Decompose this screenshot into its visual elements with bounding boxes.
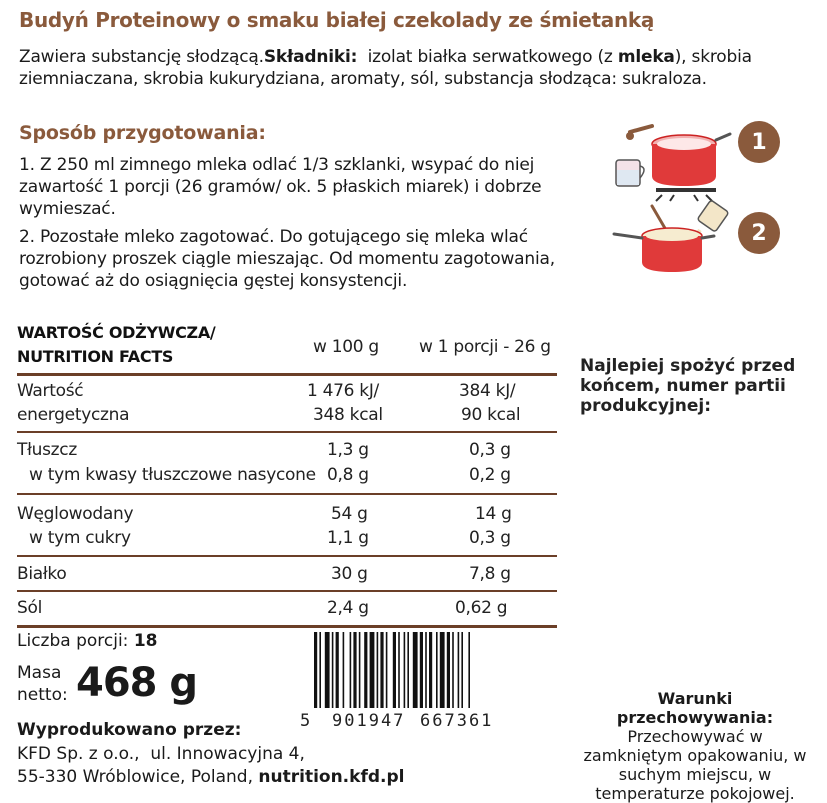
barcode-bar: [325, 632, 330, 708]
producer-website: nutrition.kfd.pl: [258, 767, 405, 787]
row-label: energetyczna: [17, 405, 130, 425]
barcode-digit-lead: 5: [300, 711, 311, 728]
column-header-100g: w 100 g: [313, 337, 379, 357]
cell-portion: 90 kcal: [461, 405, 521, 425]
producer-address-line1: KFD Sp. z o.o., ul. Innowacyjna 4,: [17, 744, 305, 764]
barcode-bars: [314, 632, 470, 708]
barcode-bar: [436, 632, 438, 708]
cell-portion: 0,3 g: [469, 440, 511, 460]
barcode-bar: [364, 632, 367, 708]
product-title: Budyń Proteinowy o smaku białej czekolady ze śmietanką: [19, 8, 655, 32]
producer-heading: Wyprodukowano przez:: [17, 720, 242, 740]
net-mass-value: 468 g: [76, 660, 198, 706]
net-mass-label: [17, 662, 68, 706]
sweetener-note: Zawiera substancję słodzącą.: [19, 47, 264, 67]
cell-100g: 1,1 g: [327, 528, 369, 548]
cell-portion: 7,8 g: [469, 564, 511, 584]
ingredients-label: Składniki:: [263, 47, 358, 67]
row-label: Tłuszcz: [17, 440, 77, 460]
table-rule: [17, 493, 557, 495]
mixing-illustration: [612, 122, 732, 202]
barcode-bar: [314, 632, 317, 708]
row-label: Sól: [17, 598, 43, 618]
ingredients-part2: ), skrobia ziemniaczana, skrobia kukurydziana, aromaty, sól, substancja słodząca: sukraloza.: [19, 47, 752, 89]
cell-100g: 1 476 kJ/: [307, 381, 379, 401]
cell-100g: 54 g: [331, 504, 368, 524]
net-mass-label-line1: Masa: [17, 663, 62, 683]
best-before-note: Najlepiej spożyć przed końcem, numer partii produkcyjnej:: [580, 356, 796, 416]
cell-100g: 30 g: [331, 564, 368, 584]
barcode-bar: [420, 632, 423, 708]
barcode-bar: [319, 632, 321, 708]
cell-portion: 0,2 g: [469, 465, 511, 485]
preparation-heading: Sposób przygotowania:: [19, 122, 266, 144]
row-label: w tym kwasy tłuszczowe nasycone: [29, 465, 316, 485]
table-rule: [17, 373, 557, 376]
cooking-illustration: [612, 200, 732, 280]
preparation-step-1: 1. Z 250 ml zimnego mleka odlać 1/3 szklanki, wsypać do niej zawartość 1 porcji (26 gramów/ ok. 5 płaskich miarek) i dobrze wymieszać.: [19, 155, 542, 219]
barcode-bar: [377, 632, 379, 708]
barcode-bar: [380, 632, 383, 708]
barcode-bar: [353, 632, 356, 708]
barcode-bar: [425, 632, 427, 708]
nutrition-header-line1: WARTOŚĆ ODŻYWCZA/: [17, 323, 216, 342]
column-header-portion: w 1 porcji - 26 g: [419, 337, 551, 357]
cell-100g: 1,3 g: [327, 440, 369, 460]
barcode-bar: [407, 632, 409, 708]
preparation-step-2: 2. Pozostałe mleko zagotować. Do gotującego się mleka wlać rozrobiony proszek ciągle mieszając. Od momentu zagotowania, gotować aż do osiągnięcia gęstej konsystencji.: [19, 227, 555, 291]
barcode-bar: [452, 632, 454, 708]
barcode: [298, 632, 528, 728]
barcode-bar: [447, 632, 450, 708]
net-mass-label-line2: netto:: [17, 685, 68, 705]
cell-portion: 384 kJ/: [459, 381, 516, 401]
barcode-bar: [398, 632, 400, 708]
table-rule: [17, 590, 557, 592]
portion-count: [17, 631, 157, 651]
barcode-bar: [350, 632, 352, 708]
cell-100g: 0,8 g: [327, 465, 369, 485]
row-label: Węglowodany: [17, 504, 134, 524]
barcode-bar: [429, 632, 432, 708]
barcode-bar: [386, 632, 388, 708]
portion-count-value: 18: [133, 631, 158, 651]
storage-heading: Warunki przechowywania:: [616, 689, 774, 727]
nutrition-header-line2: NUTRITION FACTS: [17, 347, 174, 366]
cell-portion: 0,3 g: [469, 528, 511, 548]
ingredients-part1: izolat białka serwatkowego (z: [357, 47, 618, 67]
barcode-bar: [461, 632, 463, 708]
ingredients-text: [19, 46, 819, 90]
barcode-bar: [393, 632, 396, 708]
barcode-bar: [468, 632, 470, 708]
cell-portion: 0,62 g: [455, 598, 508, 618]
cell-100g: 348 kcal: [313, 405, 383, 425]
barcode-bar: [332, 632, 334, 708]
barcode-bar: [404, 632, 406, 708]
barcode-bar: [413, 632, 418, 708]
step-2-badge: 2: [738, 212, 780, 254]
row-label: w tym cukry: [29, 528, 131, 548]
storage-text: Przechowywać w zamkniętym opakowaniu, w suchym miejscu, w temperaturze pokojowej.: [583, 727, 807, 803]
barcode-bar: [336, 632, 339, 708]
barcode-bar: [440, 632, 445, 708]
barcode-bar: [359, 632, 361, 708]
table-rule: [17, 625, 557, 628]
allergen: mleka: [617, 47, 675, 67]
row-label: Wartość: [17, 381, 84, 401]
producer-address-line2: [17, 767, 404, 787]
storage-conditions: [580, 689, 810, 803]
step-1-badge: 1: [738, 121, 780, 163]
barcode-digits-right: 667361: [420, 711, 494, 728]
barcode-digits-left: 901947: [332, 711, 406, 728]
table-rule: [17, 431, 557, 433]
cell-100g: 2,4 g: [327, 598, 369, 618]
barcode-bar: [370, 632, 375, 708]
portion-count-label: Liczba porcji:: [17, 631, 134, 651]
barcode-bar: [343, 632, 345, 708]
barcode-bar: [458, 632, 460, 708]
table-rule: [17, 555, 557, 557]
row-label: Białko: [17, 564, 67, 584]
cell-portion: 14 g: [475, 504, 512, 524]
producer-address-text: 55-330 Wróblowice, Poland,: [17, 767, 259, 787]
